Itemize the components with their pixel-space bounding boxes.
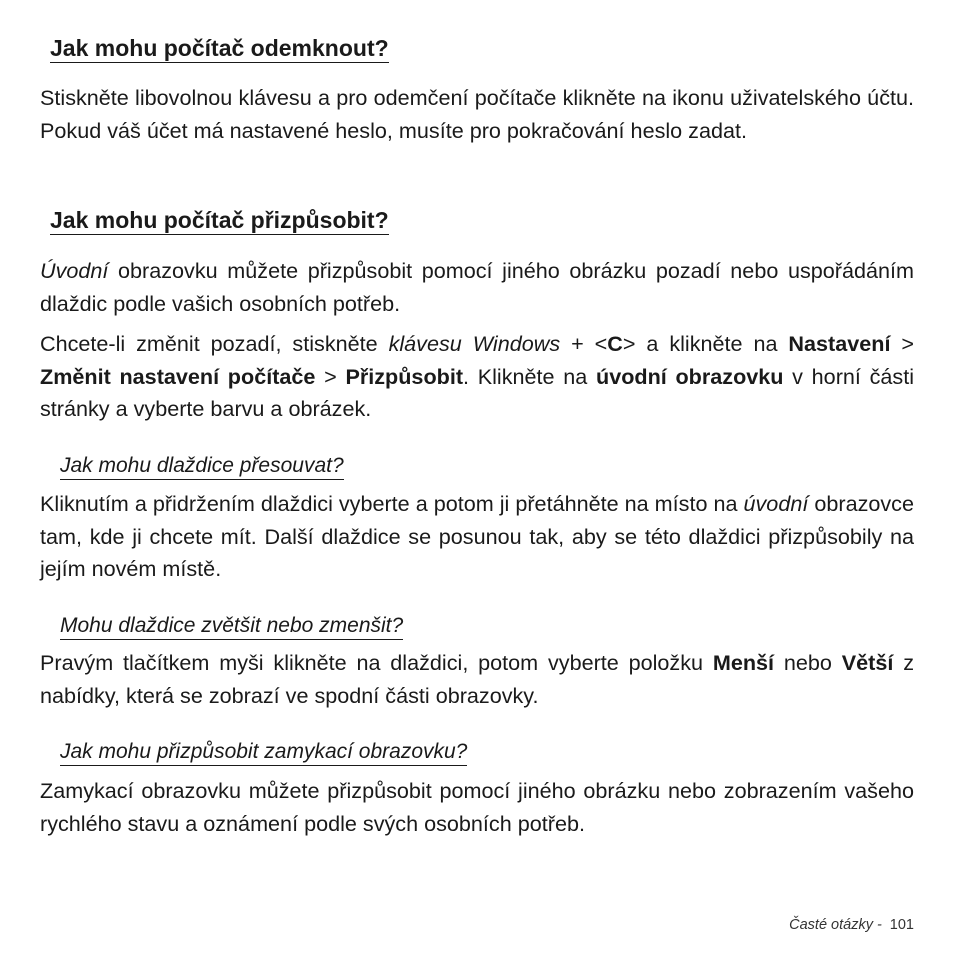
paragraph-customize-2 (40, 328, 914, 426)
heading-resize-tiles: Mohu dlaždice zvětšit nebo zmenšit? (60, 613, 403, 640)
italic-term: Úvodní (40, 258, 109, 283)
text-span: obrazovce tam, kde ji chcete mít. Další dlaždice se posunou tak, aby se této dlaždici přizpůsobily na jejím novém místě. (40, 491, 914, 581)
heading-customize: Jak mohu počítač přizpůsobit? (50, 207, 389, 233)
heading-lock-screen: Jak mohu přizpůsobit zamykací obrazovku? (60, 739, 467, 766)
bold-term: Přizpůsobit (345, 363, 464, 389)
text-span: Kliknutím a přidržením dlaždici vyberte a potom ji přetáhněte na místo na (40, 491, 744, 516)
bold-term: Menší (712, 650, 775, 675)
text-span: Pravým tlačítkem myši klikněte na dlaždici, potom vyberte položku (40, 650, 713, 675)
text-span: > (890, 331, 914, 356)
text-span: v horní části stránky a vyberte barvu a obrázek. (40, 363, 915, 421)
text-span: + < (560, 331, 608, 356)
italic-term: klávesu Windows (388, 331, 561, 356)
paragraph-unlock: Stiskněte libovolnou klávesu a pro odemčení počítače klikněte na ikonu uživatelského účtu. Pokud váš účet má nastavené heslo, musíte pro pokračování heslo zadat. (40, 85, 914, 143)
bold-term: úvodní obrazovku (596, 363, 784, 389)
paragraph-move-tiles (40, 488, 914, 586)
text-span: > a klikněte na (622, 331, 789, 356)
text-span: Chcete-li změnit pozadí, stiskněte (40, 331, 389, 356)
paragraph-customize-1 (40, 255, 914, 320)
paragraph-lock-screen: Zamykací obrazovku můžete přizpůsobit pomocí jiného obrázku nebo zobrazením vašeho rychlého stavu a oznámení podle svých osobních potřeb. (40, 778, 914, 836)
paragraph-resize-tiles (40, 647, 914, 712)
text-span: nebo (774, 650, 842, 675)
bold-term: Změnit nastavení počítače (40, 363, 316, 389)
bold-term: Nastavení (788, 331, 891, 356)
page-footer (789, 917, 914, 933)
text-span: z nabídky, která se zobrazí ve spodní části obrazovky. (40, 650, 914, 708)
italic-term: úvodní (743, 491, 809, 516)
page-number: 101 (889, 917, 914, 933)
bold-term: Větší (841, 650, 894, 675)
heading-move-tiles: Jak mohu dlaždice přesouvat? (60, 453, 344, 480)
bold-term: C (607, 331, 623, 356)
heading-unlock: Jak mohu počítač odemknout? (50, 35, 389, 61)
text-span: . Klikněte na (463, 363, 596, 389)
text-span: > (315, 363, 346, 389)
footer-section-label: Časté otázky - (789, 917, 882, 933)
text-span: obrazovku můžete přizpůsobit pomocí jiného obrázku pozadí nebo uspořádáním dlaždic podle vašich osobních potřeb. (40, 258, 914, 316)
